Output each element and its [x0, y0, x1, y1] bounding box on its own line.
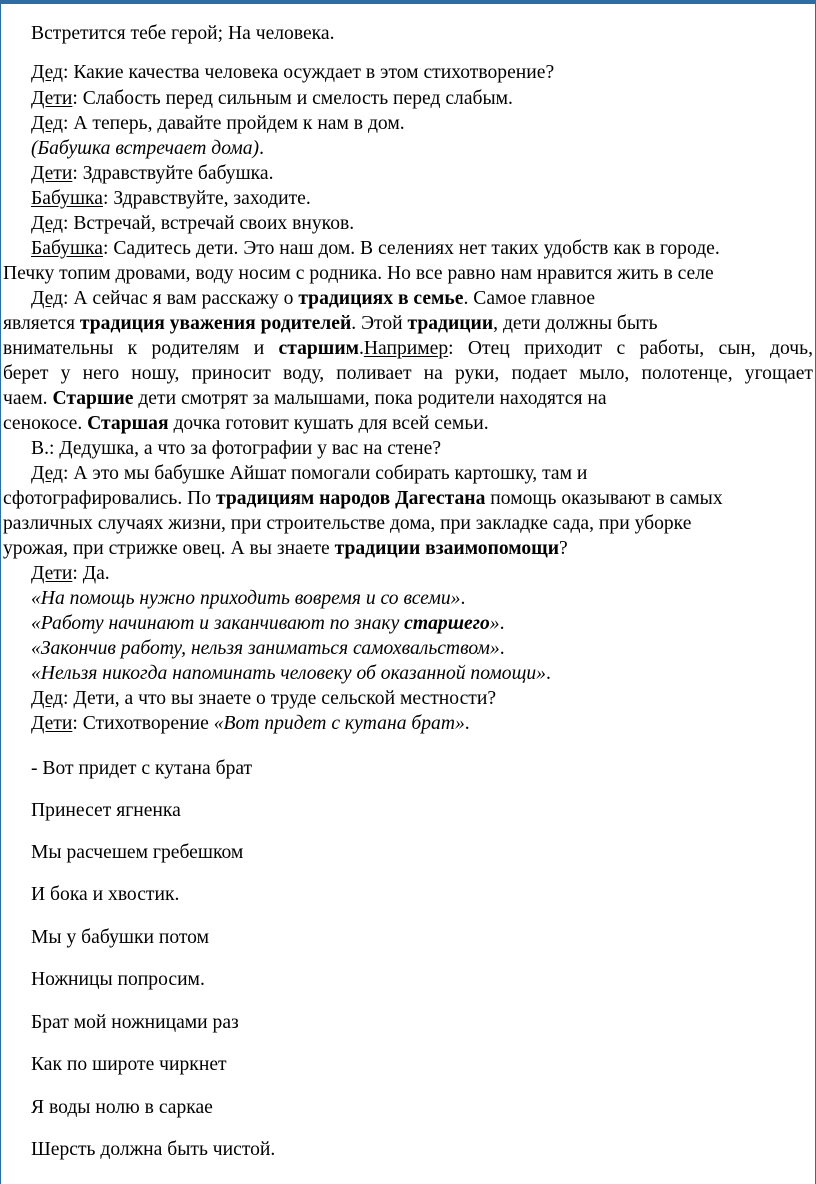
quote-line: [0, 587, 816, 611]
speaker: Дед: [31, 688, 64, 709]
poem-line: [0, 799, 816, 823]
speaker: Дети: [31, 713, 73, 734]
poem-line: [0, 1053, 816, 1077]
text: .: [259, 138, 264, 159]
text: помощь оказывают в самых: [485, 488, 723, 509]
text: : Да.: [72, 563, 110, 584]
text: : Здравствуйте, заходите.: [102, 188, 311, 209]
bold-text: старшим: [278, 338, 359, 359]
text: Печку топим дровами, воду носим с родника. Но все равно нам нравится жить в селе: [3, 263, 714, 284]
text: Встретится тебе герой; На человека.: [31, 23, 335, 44]
text: берет у него ношу, приносит воду, поливает на руки, подает мыло, полотенце, угощает: [3, 363, 813, 384]
poem-line: [0, 1138, 816, 1162]
text: Шерсть должна быть чистой.: [31, 1139, 276, 1160]
italic-text: »: [489, 613, 500, 634]
bold-text: традиции взаимопомощи: [334, 538, 560, 559]
bold-text: традициям народов Дагестана: [215, 488, 486, 509]
text: сфотографировались. По: [3, 488, 216, 509]
text: .: [499, 638, 505, 659]
text: : Здравствуйте бабушка.: [72, 163, 274, 184]
text-line: [0, 337, 816, 361]
text-line: [0, 262, 816, 286]
text: , дети должны быть: [493, 313, 658, 334]
text: В.: Дедушка, а что за фотографии у вас на стене?: [31, 438, 442, 459]
dialogue-line: [0, 212, 816, 236]
stage-direction: [0, 137, 816, 161]
text: : Стихотворение: [72, 713, 214, 734]
speaker: Дети: [31, 563, 73, 584]
quote-line: [0, 637, 816, 661]
bold-text: традиция уважения родителей: [79, 313, 352, 334]
text: Брат мой ножницами раз: [31, 1012, 239, 1033]
speaker: Бабушка: [31, 238, 103, 259]
bold-italic-text: старшего: [404, 613, 490, 634]
text: : А теперь, давайте пройдем к нам в дом.: [63, 113, 405, 134]
dialogue-line: [0, 237, 816, 261]
bold-text: Старшие: [52, 388, 134, 409]
text: дети смотрят за малышами, пока родители находятся на: [133, 388, 607, 409]
text: урожая, при стрижке овец. А вы знаете: [3, 538, 335, 559]
text: ?: [559, 538, 568, 559]
text: : Слабость перед сильным и смелость перед слабым.: [72, 88, 513, 109]
speaker: Дед: [31, 463, 64, 484]
text: чаем.: [3, 388, 53, 409]
dialogue-line: [0, 112, 816, 136]
text: .: [464, 713, 470, 734]
text: : А это мы бабушке Айшат помогали собирать картошку, там и: [63, 463, 588, 484]
italic-text: «Закончив работу, нельзя заниматься самохвальством»: [31, 638, 500, 659]
text: Я воды нолю в саркае: [31, 1097, 213, 1118]
dialogue-line: [0, 562, 816, 586]
text: .: [499, 613, 505, 634]
bold-text: Старшая: [87, 413, 169, 434]
italic-text: «Работу начинают и заканчивают по знаку: [31, 613, 405, 634]
text: Мы у бабушки потом: [31, 927, 210, 948]
dialogue-line: [0, 287, 816, 311]
text: : Какие качества человека осуждает в этом стихотворение?: [63, 62, 555, 83]
speaker: Бабушка: [31, 188, 103, 209]
speaker: Дети: [31, 88, 73, 109]
speaker: Дед: [31, 213, 64, 234]
text: .: [358, 338, 364, 359]
text: . Этой: [351, 313, 408, 334]
text-line: [0, 312, 816, 336]
poem-line: [0, 926, 816, 950]
text: Как по широте чиркнет: [31, 1054, 227, 1075]
text: .: [545, 663, 551, 684]
text: - Вот придет с кутана брат: [31, 758, 253, 779]
bold-text: традициях в семье: [298, 288, 464, 309]
poem-line: [0, 1011, 816, 1035]
underlined-text: Например: [363, 338, 449, 359]
text: сенокосе.: [3, 413, 88, 434]
dialogue-line: [0, 162, 816, 186]
poem-line: [0, 757, 816, 781]
italic-text: (Бабушка встречает дома): [31, 138, 260, 159]
dialogue-line: [0, 462, 816, 486]
poem-line: [0, 1096, 816, 1120]
speaker: Дед: [31, 113, 64, 134]
poem-line: [0, 841, 816, 865]
text: Мы расчешем гребешком: [31, 842, 244, 863]
quote-line: [0, 612, 816, 636]
text-line: [0, 412, 816, 436]
italic-text: «На помощь нужно приходить вовремя и со всеми»: [31, 588, 461, 609]
speaker: Дети: [31, 163, 73, 184]
dialogue-line: [0, 687, 816, 711]
text: различных случаях жизни, при строительстве дома, при закладке сада, при уборке: [3, 513, 692, 534]
text-line: [0, 487, 816, 511]
poem-line: [0, 968, 816, 992]
dialogue-line: [0, 712, 816, 736]
text: : Встречай, встречай своих внуков.: [63, 213, 355, 234]
italic-text: «Вот придет с кутана брат»: [213, 713, 465, 734]
bold-text: традиции: [407, 313, 494, 334]
quote-line: [0, 662, 816, 686]
speaker: Дед: [31, 62, 64, 83]
text-line: [0, 437, 816, 461]
speaker: Дед: [31, 288, 64, 309]
text-line: [0, 512, 816, 536]
text: : Садитесь дети. Это наш дом. В селениях нет таких удобств как в городе.: [102, 238, 720, 259]
text-line: [0, 362, 816, 386]
text: дочка готовит кушать для всей семьи.: [168, 413, 489, 434]
text-line: [0, 22, 816, 46]
text: внимательны к родителям и: [3, 338, 279, 359]
text: : Отец приходит с работы, сын, дочь,: [448, 338, 813, 359]
text: : Дети, а что вы знаете о труде сельской местности?: [63, 688, 497, 709]
text: Принесет ягненка: [31, 800, 181, 821]
poem-line: [0, 883, 816, 907]
text: .: [460, 588, 466, 609]
italic-text: «Нельзя никогда напоминать человеку об оказанной помощи»: [31, 663, 546, 684]
text: : А сейчас я вам расскажу о: [63, 288, 299, 309]
dialogue-line: [0, 61, 816, 85]
dialogue-line: [0, 87, 816, 111]
text: И бока и хвостик.: [31, 884, 180, 905]
text-line: [0, 537, 816, 561]
text: Ножницы попросим.: [31, 969, 205, 990]
text-line: [0, 387, 816, 411]
text: является: [3, 313, 80, 334]
dialogue-line: [0, 187, 816, 211]
text: . Самое главное: [463, 288, 596, 309]
